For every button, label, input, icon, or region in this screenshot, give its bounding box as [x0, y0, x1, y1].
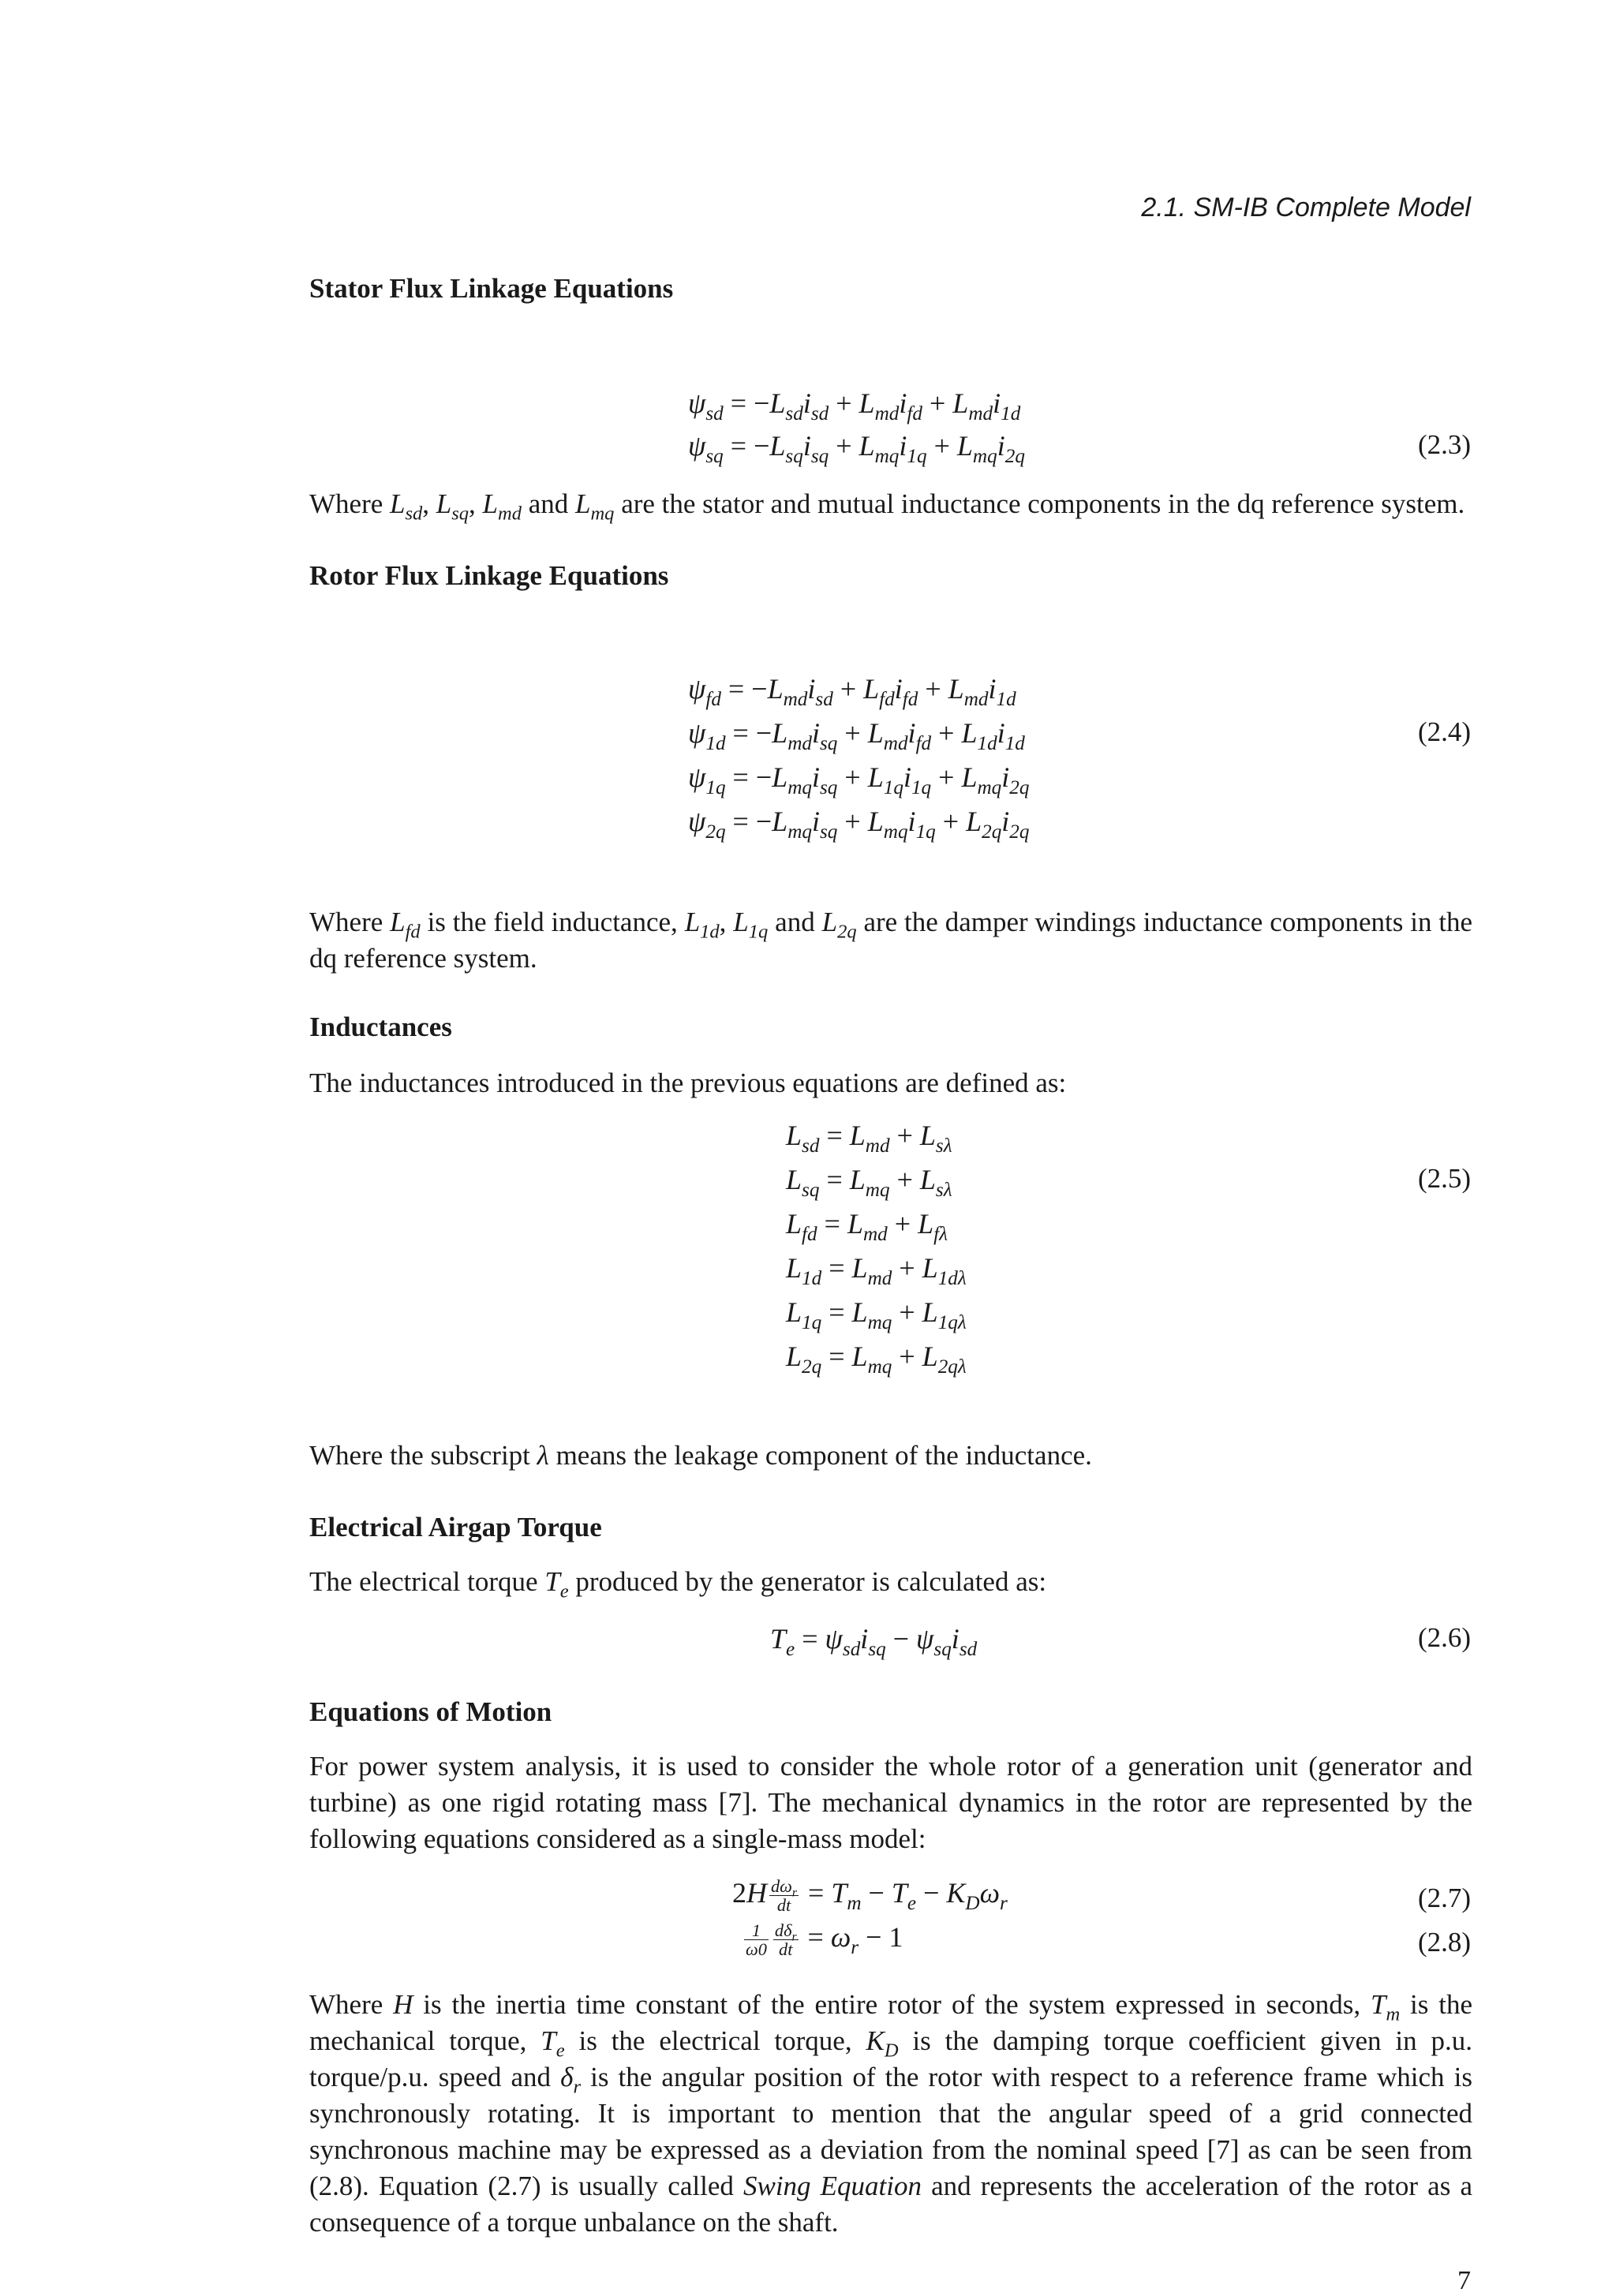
equation-number: (2.3): [1417, 429, 1471, 460]
paragraph-torque-intro: The electrical torque $T_e$ produced by the generator is calculated as:: [309, 1566, 1047, 1602]
section-heading-inductances: Inductances: [309, 1012, 452, 1042]
equation-psi-2q: $\psi_{2q} = -L_{mq}i_{sq} + L_{mq}i_{1q} + L_{2q}i_{2q}$: [688, 806, 1030, 843]
section-heading-rotor: Rotor Flux Linkage Equations: [309, 560, 669, 591]
section-heading-torque: Electrical Airgap Torque: [309, 1512, 602, 1543]
equation-lsq: $L_{sq} = L_{mq} + L_{s\lambda}$: [786, 1164, 952, 1201]
page-number: 7: [1457, 2266, 1471, 2295]
section-heading-motion: Equations of Motion: [309, 1696, 552, 1727]
equation-l1d: $L_{1d} = L_{md} + L_{1d\lambda}$: [786, 1252, 967, 1289]
equation-lsd: $L_{sd} = L_{md} + L_{s\lambda}$: [786, 1120, 952, 1157]
equation-l2q: $L_{2q} = L_{mq} + L_{2q\lambda}$: [786, 1341, 967, 1378]
equation-rotor-angle: $\frac{1}{\omega 0}$ $\frac{d\delta_r}{dt}$ = $\omega_r - 1$: [746, 1920, 903, 1960]
section-heading-stator: Stator Flux Linkage Equations: [309, 273, 674, 304]
equation-psi-1q: $\psi_{1q} = -L_{mq}i_{sq} + L_{1q}i_{1q} + L_{mq}i_{2q}$: [688, 761, 1030, 798]
equation-psi-sd: $\psi_{sd} = -L_{sd}i_{sd} + L_{md}i_{fd} + L_{md}i_{1d}$: [688, 387, 1021, 424]
paragraph-leakage: Where the subscript λ means the leakage component of the inductance.: [309, 1440, 1092, 1471]
running-header: 2.1. SM-IB Complete Model: [1141, 193, 1471, 222]
paragraph-motion-where: Where H is the inertia time constant of the entire rotor of the system expressed in seconds, $T_m$ is the mechanical torque, $T_e$ is the electrical torque, $K_D$ is the damping torque coefficient given in p.u. torque/p.u. speed and $\delta_r$ is the angular position of the rotor with respect to a reference frame which is synchronously rotating. It is important to mention that the angular speed of a grid connected synchronous machine may be expressed as a deviation from the nominal speed [7] as can be seen from (2.8). Equation (2.7) is usually called Swing Equation and represents the acceleration of the rotor as a consequence of a torque unbalance on the shaft.: [309, 1989, 1473, 2238]
equation-number: (2.5): [1417, 1163, 1471, 1194]
equation-l1q: $L_{1q} = L_{mq} + L_{1q\lambda}$: [786, 1296, 967, 1333]
equation-number: (2.7): [1417, 1883, 1471, 1913]
equation-number: (2.8): [1417, 1927, 1471, 1958]
equation-torque: $T_e = \psi_{sd}i_{sq} - \psi_{sq}i_{sd}$: [770, 1623, 978, 1660]
equation-psi-1d: $\psi_{1d} = -L_{md}i_{sq} + L_{md}i_{fd} + L_{1d}i_{1d}$: [688, 717, 1025, 754]
equation-lfd: $L_{fd} = L_{md} + L_{f\lambda}$: [786, 1208, 948, 1245]
equation-psi-sq: $\psi_{sq} = -L_{sq}i_{sq} + L_{mq}i_{1q} + L_{mq}i_{2q}$: [688, 430, 1025, 467]
equation-number: (2.6): [1417, 1622, 1471, 1653]
paragraph-motion-intro: For power system analysis, it is used to consider the whole rotor of a generation unit (generator and turbine) as one rigid rotating mass [7]. The mechanical dynamics in the rotor are represented by the following equations considered as a single-mass model:: [309, 1751, 1472, 1854]
paragraph-rotor-where: Where $L_{fd}$ is the field inductance, $L_{1d}$, $L_{1q}$ and $L_{2q}$ are the damper windings inductance components in the dq reference system.: [309, 907, 1473, 974]
equation-psi-fd: $\psi_{fd} = -L_{md}i_{sd} + L_{fd}i_{fd} + L_{md}i_{1d}$: [688, 673, 1016, 710]
paragraph-inductances-intro: The inductances introduced in the previous equations are defined as:: [309, 1068, 1067, 1098]
equation-swing: 2H $\frac{d\omega_r}{dt}$ = $T_m - T_e - K_D\omega_r$: [732, 1875, 1008, 1916]
paragraph-stator-where: Where $L_{sd}$, $L_{sq}$, $L_{md}$ and $L_{mq}$ are the stator and mutual inductance components in the dq reference system.: [309, 488, 1465, 525]
equation-number: (2.4): [1417, 716, 1471, 747]
